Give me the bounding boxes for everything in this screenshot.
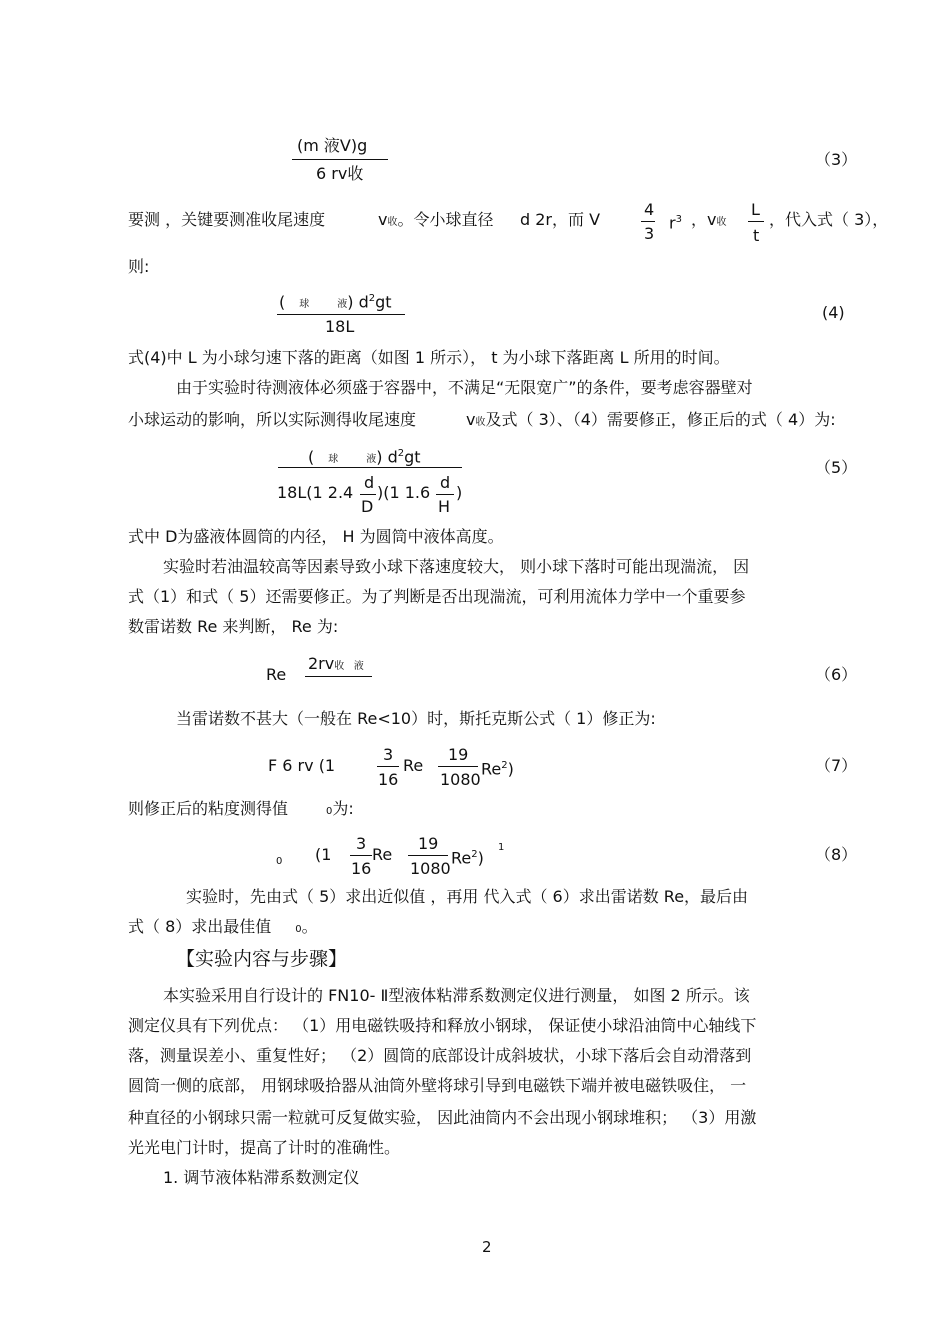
eq4-number: (4): [822, 303, 845, 322]
p2-line-3: [128, 410, 836, 433]
p3-line-3: 式（1）和式（ 5）还需要修正。为了判断是否出现湍流，可利用流体力学中一个重要参: [128, 587, 746, 606]
eq7-re2-base: Re: [481, 759, 502, 779]
p6-line-1: 实验时，先由式（ 5）求出近似值 ，再用 代入式（ 6）求出雷诺数 Re，最后由: [186, 887, 749, 906]
eq4-ball: 球: [299, 299, 310, 311]
p6-line-2: [128, 917, 318, 940]
eq6-fraction-bar: [305, 676, 372, 677]
eq7-f2-den: 1080: [440, 770, 481, 789]
eq4-liquid: 液: [337, 299, 348, 311]
eq4-fraction-bar: [277, 314, 405, 315]
p1-v2: ，v: [691, 210, 717, 229]
eq6-2rv: 2rv: [308, 654, 335, 673]
eq8-paren-close: ): [477, 848, 484, 868]
eq7-re2: [481, 756, 514, 779]
eq7-f1-den: 16: [378, 770, 399, 789]
p1-frac-bar: [641, 221, 655, 222]
p3-line-4: 数雷诺数 Re 来判断， Re 为:: [128, 617, 339, 636]
eq8-f2-bar: [408, 855, 448, 856]
p7-line-2: 测定仪具有下列优点： （1）用电磁铁吸持和释放小钢球， 保证使小球沿油筒中心轴线下: [128, 1016, 757, 1035]
p1-r-sup: 3: [675, 214, 682, 225]
p7-line-3: 落，测量误差小、重复性好； （2）圆筒的底部设计成斜坡状，小球下落后会自动滑落到: [128, 1046, 752, 1065]
page-number: 2: [482, 1238, 492, 1256]
p5-text-b: 为:: [332, 799, 354, 818]
p1-frac2-num: L: [751, 200, 760, 219]
eq3-number: （3）: [815, 150, 858, 169]
p5-sub: 0: [326, 806, 333, 817]
eq8-f2-den: 1080: [410, 859, 451, 878]
p3-line-1: 式中 D为盛液体圆筒的内径， H 为圆筒中液体高度。: [128, 527, 504, 546]
p1-r: r: [669, 213, 676, 233]
eq4-gt: gt: [375, 292, 392, 312]
eq3-fraction-bar: [292, 159, 388, 160]
eq4-d-sup: 2: [368, 293, 376, 304]
p6-text-b: 。: [301, 917, 318, 936]
p1-text-j: 则:: [128, 257, 150, 276]
eq8-f1-bar: [350, 855, 372, 856]
eq5-d-sup: 2: [397, 448, 405, 459]
eq5-frac1-num: d: [364, 473, 375, 492]
p5-text-a: 则修正后的粘度测得值: [128, 799, 289, 818]
eq8-f1-num: 3: [356, 834, 367, 853]
p3-line-2: 实验时若油温较高等因素导致小球下落速度较大， 则小球下落时可能出现湍流， 因: [163, 557, 750, 576]
eq6-lhs: Re: [266, 665, 287, 684]
p7-line-4: 圆筒一侧的底部， 用钢球吸拾器从油筒外壁将球引导到电磁铁下端并被电磁铁吸住， 一: [128, 1076, 747, 1095]
eq7-f1-num: 3: [383, 745, 394, 764]
eq7-f2-num: 19: [448, 745, 469, 764]
eq7-f1-bar: [377, 766, 399, 767]
p6-text-a: 式（ 8）求出最佳值: [128, 917, 272, 936]
eq5-fraction-bar: [278, 467, 462, 468]
eq8-re2-base: Re: [451, 848, 472, 868]
p2-line-2: 由于实验时待测液体必须盛于容器中，不满足“无限宽广”的条件，要考虑容器壁对: [176, 378, 753, 397]
eq8-eta0-sub: 0: [276, 856, 283, 867]
p2-line-3c: 及式（ 3）、（4）需要修正，修正后的式（ 4）为:: [485, 410, 836, 429]
eq5-number: （5）: [815, 458, 858, 477]
p1-frac-num: 4: [644, 200, 655, 219]
p6-sub: 0: [295, 924, 302, 935]
eq7-re2-sup: 2: [501, 760, 508, 771]
eq4-d: ) d: [347, 292, 369, 312]
eq8-a: (1: [315, 845, 332, 864]
eq8-re2: [451, 845, 484, 868]
eq5-den-c: ): [456, 483, 463, 502]
p7-line-6: 光光电门计时，提高了计时的准确性。: [128, 1138, 401, 1157]
eq5-gt: gt: [404, 447, 421, 467]
p2-line-3a: 小球运动的影响，所以实际测得收尾速度: [128, 410, 417, 429]
p1-frac2-den: t: [753, 226, 760, 245]
p1-v: v: [378, 210, 388, 229]
eq5-frac1-bar: [360, 494, 376, 495]
eq3-numerator: (m 液V)g: [297, 136, 368, 155]
p1-frac2-bar: [748, 221, 764, 222]
p1-text-f: [669, 210, 682, 233]
eq5-paren-open: (: [308, 447, 315, 467]
p1-text-i: ，代入式（ 3），: [769, 210, 889, 229]
p7-line-5: 种直径的小钢球只需一粒就可反复做实验， 因此油筒内不会出现小钢球堆积； （3）用激: [128, 1108, 757, 1127]
eq5-frac2-den: H: [438, 497, 451, 516]
eq8-f2-num: 19: [418, 834, 439, 853]
eq5-den-b: )(1 1.6: [377, 483, 431, 502]
eq8-re: Re: [372, 845, 393, 864]
eq7-f2-bar: [438, 766, 478, 767]
eq7-number: （7）: [815, 756, 858, 775]
eq6-sub: 收 液: [334, 661, 364, 672]
eq8-number: （8）: [815, 845, 858, 864]
eq7-a: F 6 rv (1: [268, 756, 336, 775]
eq5-frac2-bar: [436, 494, 454, 495]
eq8-exponent: 1: [498, 842, 505, 853]
p2-v: v: [466, 410, 476, 429]
eq5-ball: 球: [328, 454, 339, 466]
p2-line-1: 式(4)中 L 为小球匀速下落的距离（如图 1 所示）， t 为小球下落距离 L 所用的时间。: [128, 348, 730, 367]
p1-text-a: 要测 ，关键要测准收尾速度: [128, 210, 326, 229]
p1-text-d: d 2r，而 V: [520, 210, 601, 229]
eq8-f1-den: 16: [351, 859, 372, 878]
eq6-numerator: [308, 654, 364, 677]
eq6-number: （6）: [815, 665, 858, 684]
eq4-paren-open: (: [279, 292, 286, 312]
p5-line: [128, 799, 354, 822]
p1-v2-sub: 收: [716, 217, 727, 228]
eq7-re: Re: [403, 756, 424, 775]
p4-line-1: 当雷诺数不甚大（一般在 Re<10）时，斯托克斯公式（ 1）修正为:: [176, 709, 656, 728]
eq5-d: ) d: [376, 447, 398, 467]
p1-frac-den: 3: [644, 224, 655, 243]
p1-text-g: [691, 210, 726, 233]
eq4-numerator: [279, 289, 392, 315]
eq5-frac1-den: D: [361, 497, 374, 516]
p7-line-1: 本实验采用自行设计的 FN10- Ⅱ型液体粘滞系数测定仪进行测量， 如图 2 所示。该: [163, 986, 750, 1005]
p2-v-sub: 收: [475, 417, 486, 428]
eq8-re2-sup: 2: [471, 849, 478, 860]
section-heading: 【实验内容与步骤】: [176, 948, 348, 970]
eq5-den-a: 18L(1 2.4: [277, 483, 354, 502]
p1-text-c: 。令小球直径: [397, 210, 494, 229]
eq3-denominator: 6 rv收: [316, 164, 364, 183]
eq7-paren-close: ): [507, 759, 514, 779]
eq4-denominator: 18L: [325, 317, 355, 336]
p1-text-b: [378, 210, 493, 233]
p7-line-7: 1. 调节液体粘滞系数测定仪: [163, 1168, 360, 1187]
eq5-frac2-num: d: [440, 473, 451, 492]
p1-v-sub: 收: [387, 217, 398, 228]
eq5-liquid: 液: [366, 454, 377, 466]
